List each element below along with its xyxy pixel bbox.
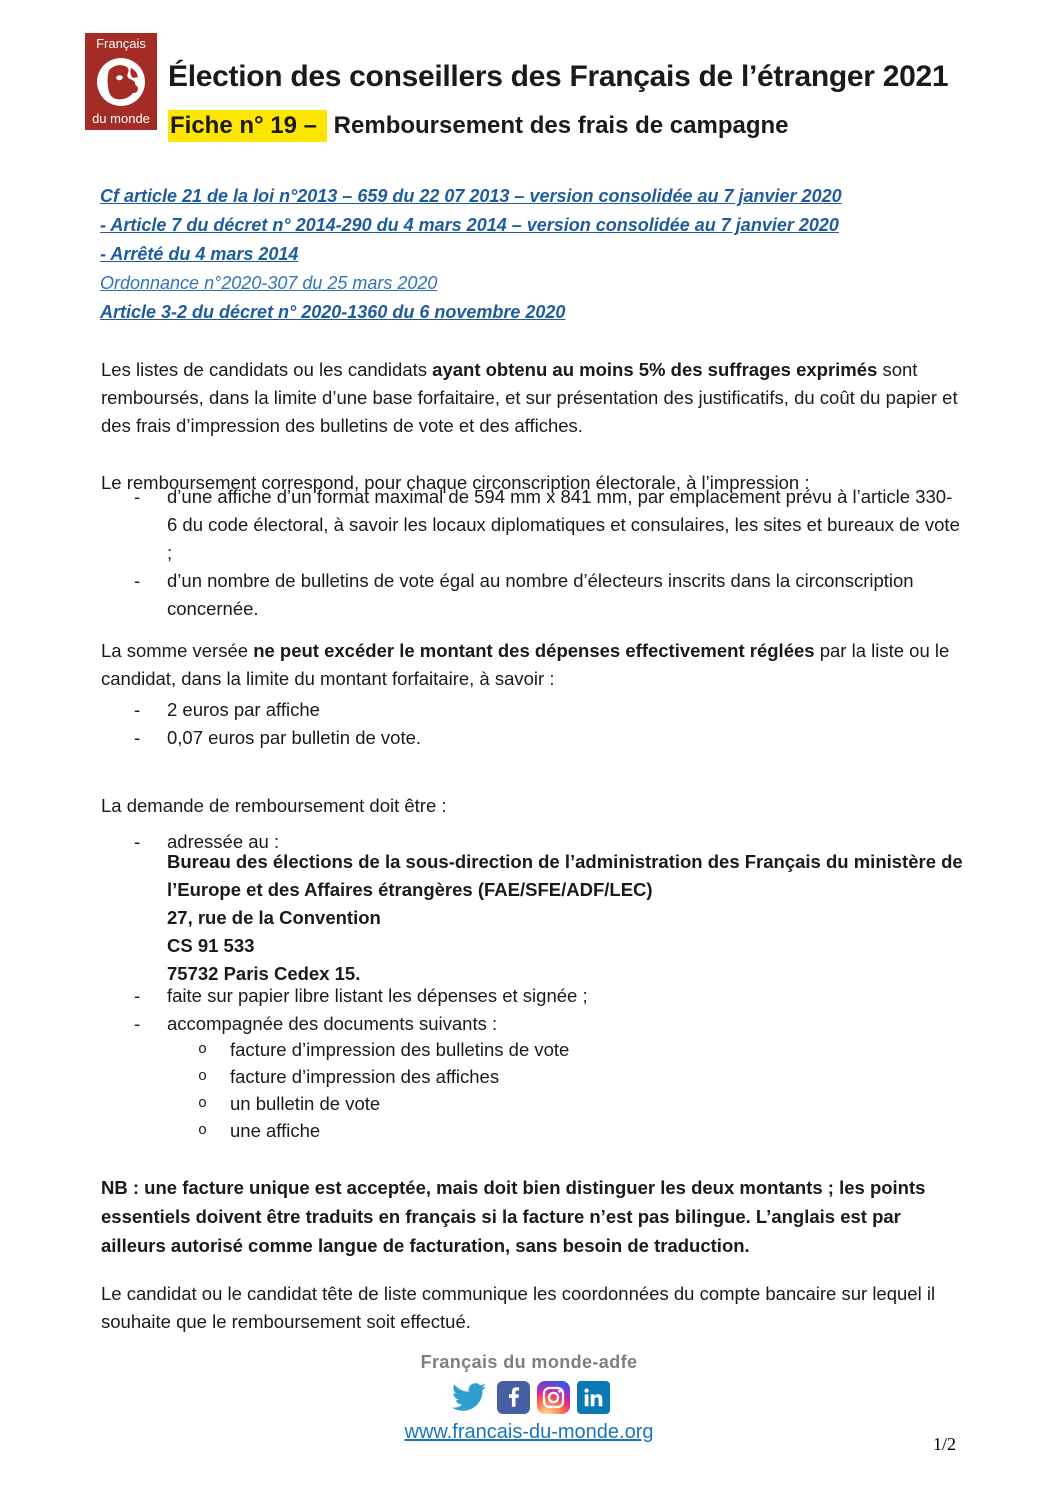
fiche-number-highlight: Fiche n° 19 – <box>168 110 327 142</box>
logo-text-top: Français <box>96 36 146 51</box>
address-line: 27, rue de la Convention <box>167 907 381 928</box>
twitter-icon[interactable] <box>448 1380 490 1414</box>
reference-link-decret-2020[interactable]: Article 3-2 du décret n° 2020-1360 du 6 novembre 2020 <box>100 302 566 322</box>
globe-icon <box>95 56 147 108</box>
facebook-icon[interactable] <box>497 1381 530 1414</box>
paragraph-nb-note: NB : une facture unique est acceptée, mais doit bien distinguer les deux montants ; les points essentiels doivent être traduits en français si la facture n’est pas bilingue. L’anglais est par ailleurs autorisé comme langue de facturation, sans besoin de traduction. <box>101 1176 926 1256</box>
website-link[interactable]: www.francais-du-monde.org <box>404 1421 654 1443</box>
list-item: - adressée au : <box>101 828 961 856</box>
fiche-title-text: Remboursement des frais de campagne <box>333 111 789 139</box>
sub-list-item: o facture d’impression des bulletins de vote <box>101 1036 961 1063</box>
linkedin-icon[interactable] <box>577 1381 610 1414</box>
emphasis-5-percent: ayant obtenu au moins 5% des suffrages exprimés <box>432 358 878 380</box>
fiche-subtitle <box>168 112 1048 140</box>
francais-du-monde-logo <box>85 33 157 130</box>
paragraph-demande-intro: La demande de remboursement doit être : <box>101 794 447 816</box>
list-item: - accompagnée des documents suivants : <box>101 1010 961 1038</box>
list-demande-suite2 <box>101 1010 961 1038</box>
page-title: Élection des conseillers des Français de l’étranger 2021 <box>168 60 949 94</box>
address-line: Bureau des élections de la sous-direction de l’administration des Français du ministère de l’Europe et des Affaires étrangères (FAE/SFE/ADF/LEC) <box>167 851 963 900</box>
reference-link-loi-2013[interactable]: Cf article 21 de la loi n°2013 – 659 du 22 07 2013 – version consolidée au 7 janvier 2020 <box>100 186 842 206</box>
sub-list-item: o un bulletin de vote <box>101 1090 961 1117</box>
list-impression <box>101 483 961 623</box>
social-icons-row <box>0 1379 1058 1415</box>
sub-list-item: o une affiche <box>101 1117 961 1144</box>
list-item: - 0,07 euros par bulletin de vote. <box>101 724 961 752</box>
address-line: 75732 Paris Cedex 15. <box>167 963 361 984</box>
reference-link-arrete-2014[interactable]: - Arrêté du 4 mars 2014 <box>100 244 299 264</box>
footer-organization-name: Français du monde-adfe <box>420 1352 638 1372</box>
reference-link-decret-2014[interactable]: - Article 7 du décret n° 2014-290 du 4 mars 2014 – version consolidée au 7 janvier 2020 <box>100 215 839 235</box>
list-item: - 2 euros par affiche <box>101 696 961 724</box>
page-number: 1/2 <box>933 1434 957 1454</box>
list-demande-suite <box>101 982 961 1010</box>
list-documents <box>101 1036 961 1144</box>
page-footer <box>0 1352 1058 1444</box>
address-block <box>167 848 967 988</box>
paragraph-remboursement-intro: Le remboursement correspond, pour chaque circonscription électorale, à l’impression : <box>101 471 810 493</box>
list-item: - faite sur papier libre listant les dépenses et signée ; <box>101 982 961 1010</box>
instagram-icon[interactable] <box>537 1381 570 1414</box>
reference-link-ordonnance-2020[interactable]: Ordonnance n°2020-307 du 25 mars 2020 <box>100 273 438 293</box>
address-line: CS 91 533 <box>167 935 255 956</box>
logo-text-bottom: du monde <box>92 111 150 126</box>
sub-list-item: o facture d’impression des affiches <box>101 1063 961 1090</box>
list-item: - d’une affiche d’un format maximal de 594 mm x 841 mm, par emplacement prévu à l’article 330-6 du code électoral, à savoir les locaux diplomatiques et consulaires, les sites et bureaux de vote ; <box>101 483 961 567</box>
list-item: - d’un nombre de bulletins de vote égal au nombre d’électeurs inscrits dans la circonscription concernée. <box>101 567 961 623</box>
list-forfait <box>101 696 961 752</box>
emphasis-montant-depenses: ne peut excéder le montant des dépenses effectivement réglées <box>253 639 815 661</box>
paragraph-compte-bancaire: Le candidat ou le candidat tête de liste communique les coordonnées du compte bancaire sur lequel il souhaite que le remboursement soit effectué. <box>101 1282 936 1332</box>
legal-references <box>100 182 980 327</box>
paragraph-eligibility: Les listes de candidats ou les candidats ayant obtenu au moins 5% des suffrages exprimés sont remboursés, dans la limite d’une base forfaitaire, et sur présentation des justificatifs, du coût du papier et des frais d’impression des bulletins de vote et des affiches. <box>101 358 958 436</box>
paragraph-somme-versee: La somme versée ne peut excéder le montant des dépenses effectivement réglées par la liste ou le candidat, dans la limite du montant forfaitaire, à savoir : <box>101 639 950 689</box>
